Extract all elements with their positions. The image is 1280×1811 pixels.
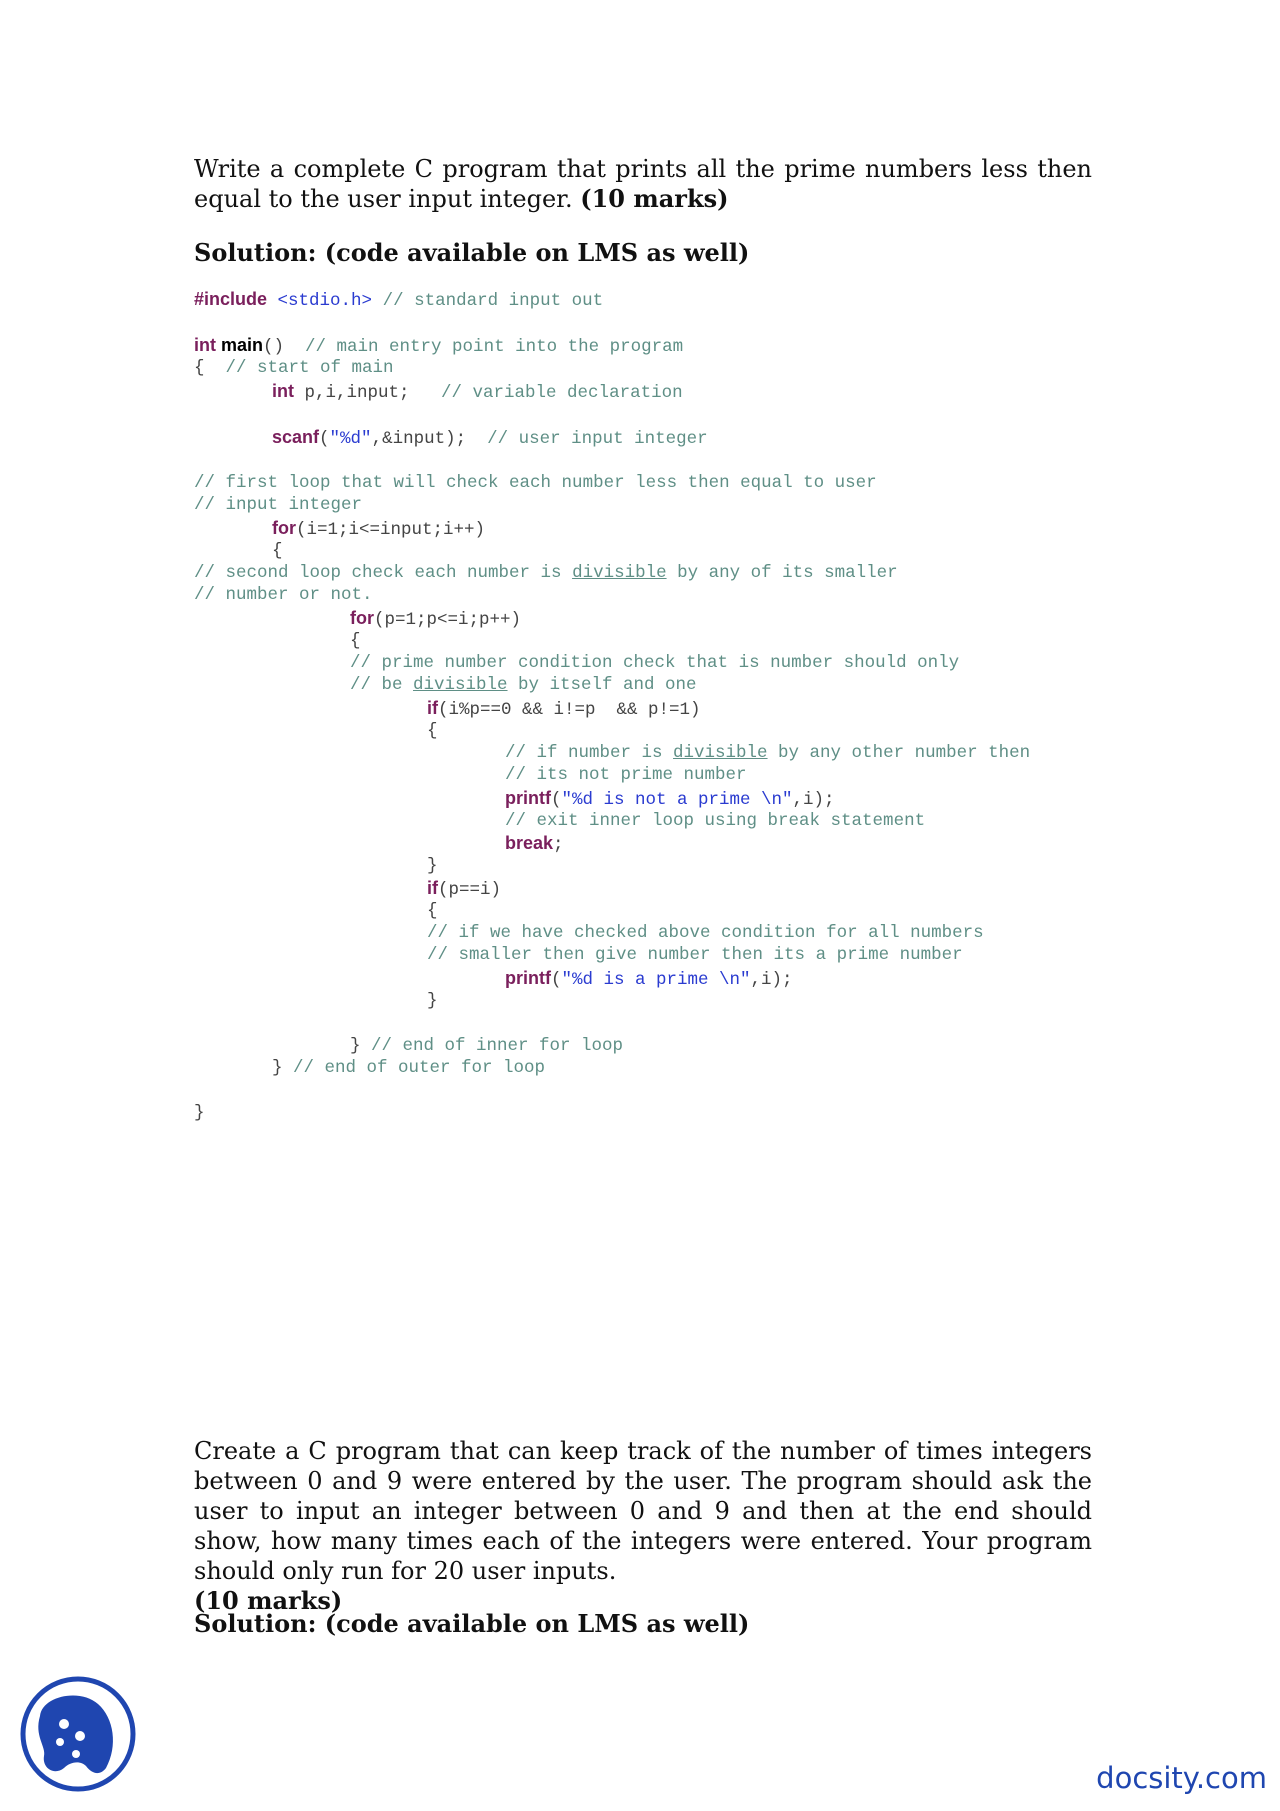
code-comment: // user input integer xyxy=(466,429,708,449)
code-comment-line: // prime number condition check that is number should only xyxy=(350,653,960,673)
code-string: <stdio.h> xyxy=(267,291,373,311)
code-plain: ( xyxy=(550,790,562,810)
code-plain: } xyxy=(350,1036,361,1056)
code-plain: ( xyxy=(550,970,562,990)
code-comment: // be xyxy=(350,675,414,695)
code-keyword: scanf xyxy=(272,427,320,447)
code-keyword: int xyxy=(272,381,294,401)
docsity-brand-link[interactable]: docsity.com xyxy=(1096,1761,1267,1795)
code-keyword: break xyxy=(505,833,554,853)
code-plain: ,i); xyxy=(750,970,793,990)
code-comment: by any other number then xyxy=(767,743,1031,763)
code-keyword: for xyxy=(350,608,374,628)
code-string: "%d is not a prime \n" xyxy=(561,790,793,810)
code-line: { xyxy=(427,721,438,741)
solution-1-heading: Solution: (code available on LMS as well) xyxy=(194,238,750,267)
code-line xyxy=(505,787,835,809)
code-comment: by itself and one xyxy=(507,675,697,695)
code-comment-line xyxy=(505,742,1030,764)
question-2-marks: (10 marks) xyxy=(194,1586,343,1615)
code-line xyxy=(505,967,793,989)
code-comment: // end of inner for loop xyxy=(360,1036,624,1056)
code-comment-line: // exit inner loop using break statement xyxy=(505,811,926,831)
code-comment-line: // number or not. xyxy=(194,585,373,605)
code-plain: p,i,input; xyxy=(294,383,410,403)
code-line xyxy=(194,357,394,379)
code-function: main xyxy=(216,335,264,355)
code-plain: { xyxy=(194,358,205,378)
code-plain: ,i); xyxy=(792,790,835,810)
code-line xyxy=(194,334,683,356)
code-line xyxy=(427,697,701,719)
code-keyword: printf xyxy=(505,968,551,988)
code-line: { xyxy=(272,541,283,561)
code-line xyxy=(272,426,708,448)
code-line xyxy=(350,607,521,629)
code-comment: by any of its smaller xyxy=(666,563,898,583)
code-comment-line xyxy=(350,674,697,696)
code-line: } xyxy=(427,856,438,876)
code-plain: (i%p==0 && i!=p && p!=1) xyxy=(438,700,701,720)
code-comment-underlined: divisible xyxy=(413,675,508,695)
code-plain: (p=1;p<=i;p++) xyxy=(374,610,522,630)
code-comment-underlined: divisible xyxy=(572,563,667,583)
code-line: } xyxy=(194,1103,205,1123)
question-1-body: Write a complete C program that prints all the prime numbers less then equal to the user input integer. xyxy=(194,155,1092,213)
docsity-logo-icon[interactable] xyxy=(20,1676,136,1792)
code-plain: (p==i) xyxy=(438,880,502,900)
code-comment-line xyxy=(194,562,898,584)
code-line: { xyxy=(350,631,361,651)
code-comment: // standard input out xyxy=(372,291,604,311)
code-string: "%d" xyxy=(329,429,372,449)
code-line xyxy=(272,380,683,402)
code-line xyxy=(427,877,501,899)
code-line xyxy=(350,1035,623,1057)
code-comment-line: // first loop that will check each number less then equal to user xyxy=(194,473,877,493)
solution-2-heading: Solution: (code available on LMS as well) xyxy=(194,1609,750,1638)
code-line xyxy=(272,517,485,539)
code-comment-line: // its not prime number xyxy=(505,765,747,785)
code-line xyxy=(272,1057,545,1079)
question-2-text xyxy=(194,1436,1092,1616)
code-plain: ; xyxy=(553,835,564,855)
code-comment: // main entry point into the program xyxy=(284,337,684,357)
code-line: { xyxy=(427,901,438,921)
code-keyword: #include xyxy=(194,289,268,309)
code-keyword: printf xyxy=(505,788,551,808)
code-keyword: if xyxy=(427,698,438,718)
code-line xyxy=(505,832,564,854)
code-plain: ( xyxy=(319,429,330,449)
code-plain: } xyxy=(272,1058,283,1078)
code-keyword: if xyxy=(427,878,438,898)
code-comment-line: // smaller then give number then its a prime number xyxy=(427,945,963,965)
code-comment: // start of main xyxy=(204,358,394,378)
code-comment: // end of outer for loop xyxy=(282,1058,546,1078)
code-comment: // variable declaration xyxy=(409,383,683,403)
question-1-text xyxy=(194,154,1092,214)
code-comment-underlined: divisible xyxy=(673,743,768,763)
code-comment: // second loop check each number is xyxy=(194,563,573,583)
question-1-marks: (10 marks) xyxy=(580,184,729,213)
code-plain: () xyxy=(263,337,285,357)
code-plain: (i=1;i<=input;i++) xyxy=(296,520,486,540)
question-2-body: Create a C program that can keep track of the number of times integers between 0 and 9 were entered by the user. The program should ask the user to input an integer between 0 and 9 and then at the end should show, how many times each of the integers were entered. Your program should only run for 20 user inputs. xyxy=(194,1437,1092,1585)
code-comment-line: // input integer xyxy=(194,495,363,515)
code-comment-line: // if we have checked above condition for all numbers xyxy=(427,923,984,943)
code-line: } xyxy=(427,991,438,1011)
code-keyword: int xyxy=(194,335,216,355)
code-line xyxy=(194,288,603,310)
code-comment: // if number is xyxy=(505,743,674,763)
code-keyword: for xyxy=(272,518,296,538)
code-string: "%d is a prime \n" xyxy=(561,970,751,990)
code-plain: ,&input); xyxy=(371,429,467,449)
